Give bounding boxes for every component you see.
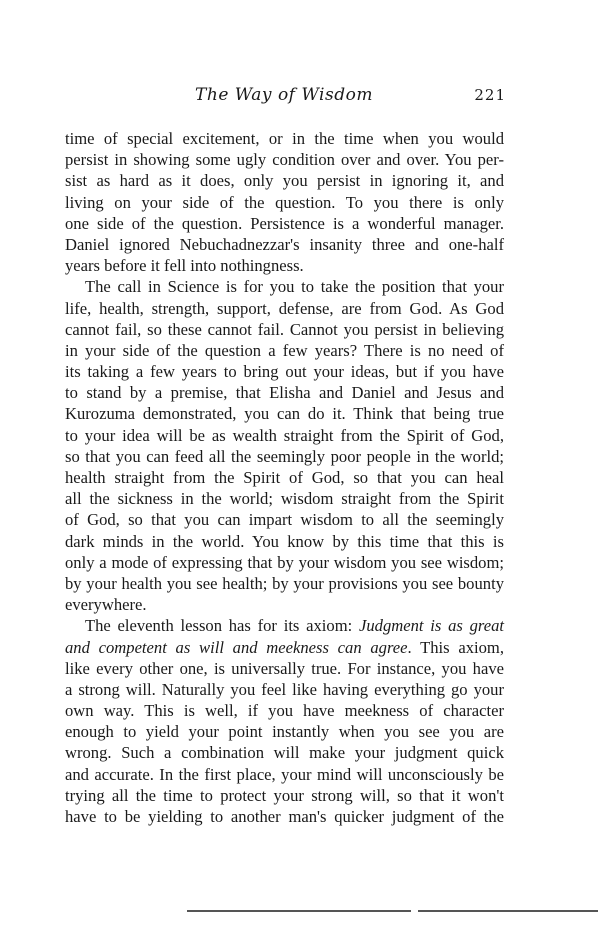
running-header [64,85,504,109]
text-line: a strong will. Naturally you feel like having everything go your [65,679,504,699]
text-line: its taking a few years to bring out your ideas, but if you have [65,362,504,382]
text-line: to stand by a premise, that Elisha and Daniel and Jesus and [65,383,504,403]
scan-edge-rule [418,910,598,912]
text-line: living on your side of the question. To you there is only [65,192,504,212]
paragraph-start-line: The call in Science is for you to take the position that your [85,277,504,297]
text-line: one side of the question. Persistence is a wonderful manager. [65,213,504,233]
scan-edge-rule [187,910,411,912]
text-line: have to be yielding to another man's quicker judgment of the [65,807,504,826]
body-text [65,128,504,827]
text-line: only a mode of expressing that by your wisdom you see wisdom; [65,552,504,572]
text-line: health straight from the Spirit of God, so that you can heal [65,468,504,487]
line-text: The eleventh lesson has for its axiom: [85,616,359,636]
text-line: own way. This is well, if you have meekness of character [65,701,504,721]
text-line: Daniel ignored Nebuchadnezzar's insanity three and one-half [65,234,504,254]
text-line: so that you can feed all the seemingly poor people in the world; [65,446,504,466]
text-line: life, health, strength, support, defense, are from God. As God [65,298,504,318]
axiom-italic: and competent as will and meekness can agree [65,637,408,657]
line-text: . This axiom, [407,637,504,657]
text-line: trying all the time to protect your strong will, so that it won't [65,785,504,805]
page-number: 221 [474,86,506,104]
text-line: sist as hard as it does, only you persist in ignoring it, and [65,171,504,191]
text-line: everywhere. [65,595,147,615]
text-line: Kurozuma demonstrated, you can do it. Think that being true [65,404,504,424]
text-line: like every other one, is universally true. For instance, you have [65,658,504,678]
running-title: The Way of Wisdom [195,85,373,105]
text-line: years before it fell into nothingness. [65,256,304,276]
text-line: wrong. Such a combination will make your judgment quick [65,743,504,763]
paragraph-start-line [65,615,504,636]
text-line: by your health you see health; by your provisions you see bounty [65,573,504,593]
text-line: of God, so that you can impart wisdom to all the seemingly [65,510,504,530]
text-line: dark minds in the world. You know by this time that this is [65,531,504,551]
text-line: in your side of the question a few years? There is no need of [65,340,504,360]
text-line: to your idea will be as wealth straight from the Spirit of God, [65,425,504,445]
text-line: all the sickness in the world; wisdom straight from the Spirit [65,489,504,509]
text-line [65,637,504,658]
text-line: persist in showing some ugly condition over and over. You per- [65,150,504,170]
text-line: time of special excitement, or in the time when you would [65,129,504,148]
axiom-italic: Judgment is as great [358,616,504,636]
text-line: and accurate. In the first place, your mind will unconsciously be [65,764,504,784]
text-line: enough to yield your point instantly when you see you are [65,722,504,742]
text-line: cannot fail, so these cannot fail. Cannot you persist in believing [65,319,504,339]
